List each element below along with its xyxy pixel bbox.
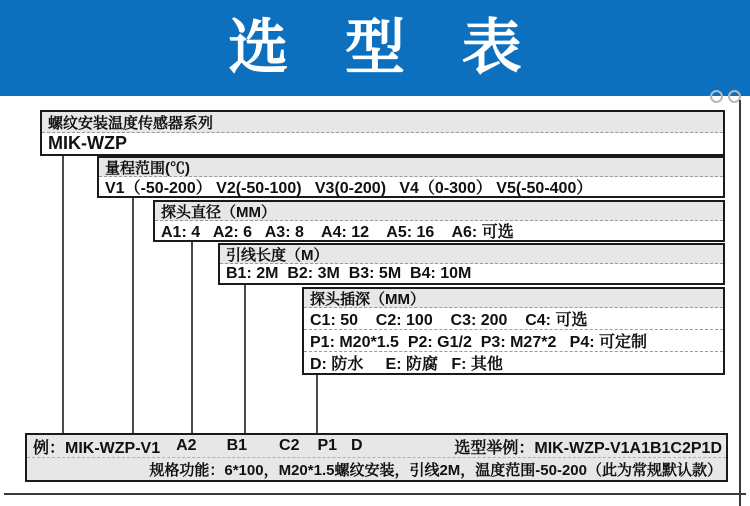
example-code-c: C2 <box>279 437 300 454</box>
thread-options: P1: M20*1.5 P2: G1/2 P3: M27*2 P4: 可定制 <box>304 330 723 352</box>
circle-mark-icon <box>710 90 723 103</box>
lead-length-options: B1: 2M B2: 3M B3: 5M B4: 10M <box>220 264 723 283</box>
title-banner <box>0 0 750 96</box>
connector-line-lead-length <box>244 285 246 433</box>
insertion-depth-header: 探头插深（MM） <box>304 289 723 308</box>
example-full-model: 选型举例：MIK-WZP-V1A1B1C2P1D <box>454 439 722 457</box>
frame-bottom-border <box>4 493 746 495</box>
range-options: V1（-50-200） V2(-50-100) V3(0-200) V4（0-300） V5(-50-400） <box>99 177 723 196</box>
example-prefix: 例：MIK-WZP-V1 <box>33 439 161 457</box>
insertion-depth-options: C1: 50 C2: 100 C3: 200 C4: 可选 <box>304 308 723 330</box>
insertion-depth-box <box>302 287 725 375</box>
diameter-header: 探头直径（MM） <box>155 202 723 221</box>
lead-length-box <box>218 243 725 285</box>
example-code-row <box>27 435 726 458</box>
example-box <box>25 433 728 482</box>
series-model: MIK-WZP <box>42 133 723 154</box>
example-code-b: B1 <box>226 437 248 454</box>
example-code-d: D <box>351 437 363 454</box>
connector-line-range <box>132 198 134 433</box>
series-box <box>40 110 725 156</box>
frame-right-border <box>739 100 741 506</box>
page-title: 选 型 表 <box>228 14 542 81</box>
example-code-a: A2 <box>176 437 197 454</box>
range-header: 量程范围(℃) <box>99 158 723 177</box>
example-code-p: P1 <box>317 437 338 454</box>
protection-options: D: 防水 E: 防腐 F: 其他 <box>304 352 723 373</box>
diameter-box <box>153 200 725 242</box>
connector-line-diameter <box>191 242 193 433</box>
corner-marks-icon <box>710 90 741 103</box>
range-box <box>97 156 725 198</box>
lead-length-header: 引线长度（M） <box>220 245 723 264</box>
diameter-options: A1: 4 A2: 6 A3: 8 A4: 12 A5: 16 A6: 可选 <box>155 221 723 240</box>
example-spec-row: 规格功能：6*100，M20*1.5螺纹安装，引线2M，温度范围-50-200（此为常规默认款） <box>149 461 722 479</box>
connector-line-insertion-depth <box>316 375 318 433</box>
series-header: 螺纹安装温度传感器系列 <box>42 112 723 133</box>
connector-line-series <box>62 156 64 433</box>
